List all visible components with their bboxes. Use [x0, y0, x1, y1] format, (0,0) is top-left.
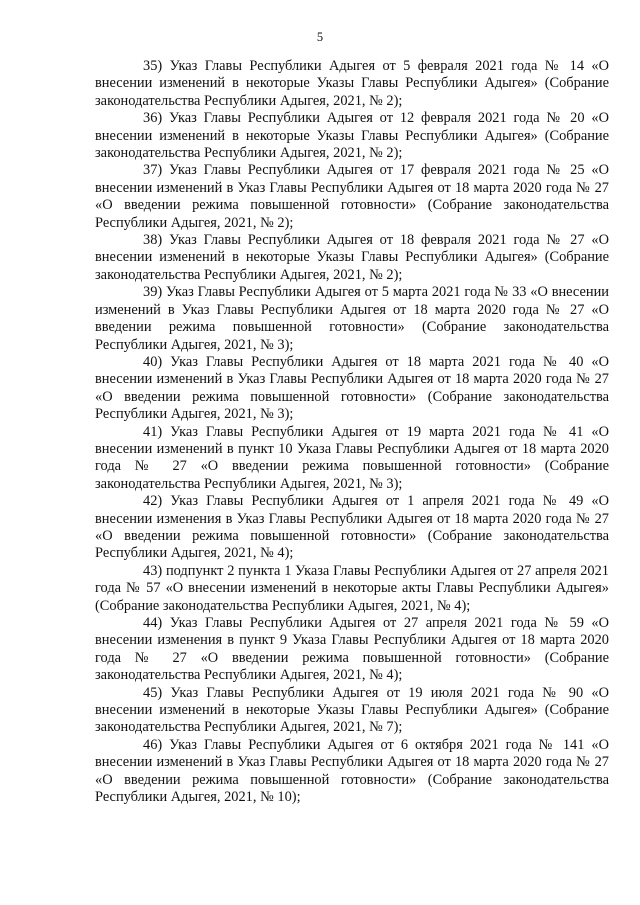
list-item: 39) Указ Главы Республики Адыгея от 5 марта 2021 года № 33 «О внесении изменений в Указ Главы Республики Адыгея от 18 марта 2020 года № 27 «О введении режима повышенной готовности» (Собрание законодательства Республики Адыгея, 2021, № 3); — [95, 284, 609, 353]
list-item: 35) Указ Главы Республики Адыгея от 5 февраля 2021 года № 14 «О внесении изменений в некоторые Указы Главы Республики Адыгея» (Собрание законодательства Республики Адыгея, 2021, № 2); — [95, 58, 609, 109]
list-item: 41) Указ Главы Республики Адыгея от 19 марта 2021 года № 41 «О внесении изменений в пункт 10 Указа Главы Республики Адыгея от 18 марта 2020 года № 27 «О введении режима повышенной готовности» (Собрание законодательства Республики Адыгея, 2021, № 3); — [95, 423, 609, 492]
list-item: 42) Указ Главы Республики Адыгея от 1 апреля 2021 года № 49 «О внесении изменения в Указ Главы Республики Адыгея от 18 марта 2020 года № 27 «О введении режима повышенной готовности» (Собрание законодательства Республики Адыгея, 2021, № 4); — [95, 493, 609, 562]
list-item: 45) Указ Главы Республики Адыгея от 19 июля 2021 года № 90 «О внесении изменений в некоторые Указы Главы Республики Адыгея» (Собрание законодательства Республики Адыгея, 2021, № 7); — [95, 684, 609, 736]
list-item: 40) Указ Главы Республики Адыгея от 18 марта 2021 года № 40 «О внесении изменений в Указ Главы Республики Адыгея от 18 марта 2020 года № 27 «О введении режима повышенной готовности» (Собрание законодательства Республики Адыгея, 2021, № 3); — [95, 353, 609, 423]
document-body — [95, 58, 609, 806]
list-item: 44) Указ Главы Республики Адыгея от 27 апреля 2021 года № 59 «О внесении изменения в пункт 9 Указа Главы Республики Адыгея от 18 марта 2020 года № 27 «О введении режима повышенной готовности» (Собрание законодательства Республики Адыгея, 2021, № 4); — [95, 615, 609, 684]
list-item: 36) Указ Главы Республики Адыгея от 12 февраля 2021 года № 20 «О внесении изменений в некоторые Указы Главы Республики Адыгея» (Собрание законодательства Республики Адыгея, 2021, № 2); — [95, 110, 609, 162]
list-item: 46) Указ Главы Республики Адыгея от 6 октября 2021 года № 141 «О внесении изменений в Указ Главы Республики Адыгея от 18 марта 2020 года № 27 «О введении режима повышенной готовности» (Собрание законодательства Республики Адыгея, 2021, № 10); — [95, 736, 609, 806]
page-number: 5 — [316, 30, 324, 44]
list-item: 43) подпункт 2 пункта 1 Указа Главы Республики Адыгея от 27 апреля 2021 года № 57 «О внесении изменений в некоторые акты Главы Республики Адыгея» (Собрание законодательства Республики Адыгея, 2021, № 4); — [95, 562, 609, 614]
list-item: 38) Указ Главы Республики Адыгея от 18 февраля 2021 года № 27 «О внесении изменений в некоторые Указы Главы Республики Адыгея» (Собрание законодательства Республики Адыгея, 2021, № 2); — [95, 232, 609, 283]
list-item: 37) Указ Главы Республики Адыгея от 17 февраля 2021 года № 25 «О внесении изменений в Указ Главы Республики Адыгея от 18 марта 2020 года № 27 «О введении режима повышенной готовности» (Собрание законодательства Республики Адыгея, 2021, № 2); — [95, 162, 609, 231]
